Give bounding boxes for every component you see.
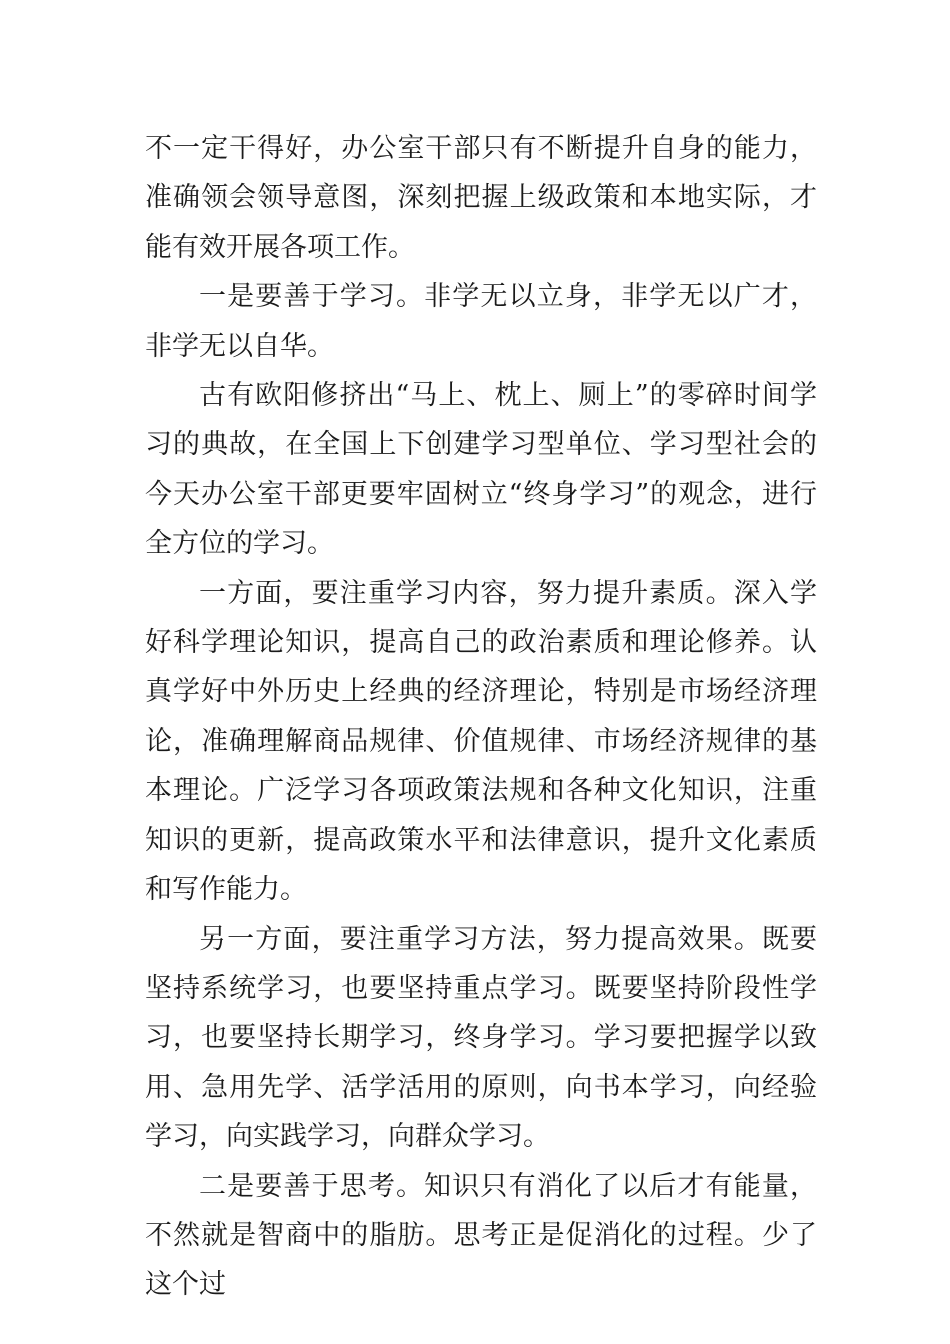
paragraph-continuation: 不一定干得好，办公室干部只有不断提升自身的能力，准确领会领导意图，深刻把握上级政策和本地实际，才能有效开展各项工作。 <box>145 133 817 263</box>
paragraph-point-one: 一是要善于学习。非学无以立身，非学无以广才，非学无以自华。 <box>145 281 817 362</box>
document-body <box>145 124 817 1310</box>
paragraph-ouyang-xiu: 古有欧阳修挤出“马上、枕上、厕上”的零碎时间学习的典故，在全国上下创建学习型单位、学习型社会的今天办公室干部更要牢固树立“终身学习”的观念，进行全方位的学习。 <box>145 380 817 560</box>
paragraph-learning-content: 一方面，要注重学习内容，努力提升素质。深入学好科学理论知识，提高自己的政治素质和理论修养。认真学好中外历史上经典的经济理论，特别是市场经济理论，准确理解商品规律、价值规律、市场经济规律的基本理论。广泛学习各项政策法规和各种文化知识，注重知识的更新，提高政策水平和法律意识，提升文化素质和写作能力。 <box>145 577 817 906</box>
paragraph-learning-method: 另一方面，要注重学习方法，努力提高效果。既要坚持系统学习，也要坚持重点学习。既要坚持阶段性学习，也要坚持长期学习，终身学习。学习要把握学以致用、急用先学、活学活用的原则，向书本学习，向经验学习，向实践学习，向群众学习。 <box>145 923 817 1153</box>
paragraph-point-two: 二是要善于思考。知识只有消化了以后才有能量，不然就是智商中的脂肪。思考正是促消化的过程。少了这个过 <box>145 1170 817 1301</box>
